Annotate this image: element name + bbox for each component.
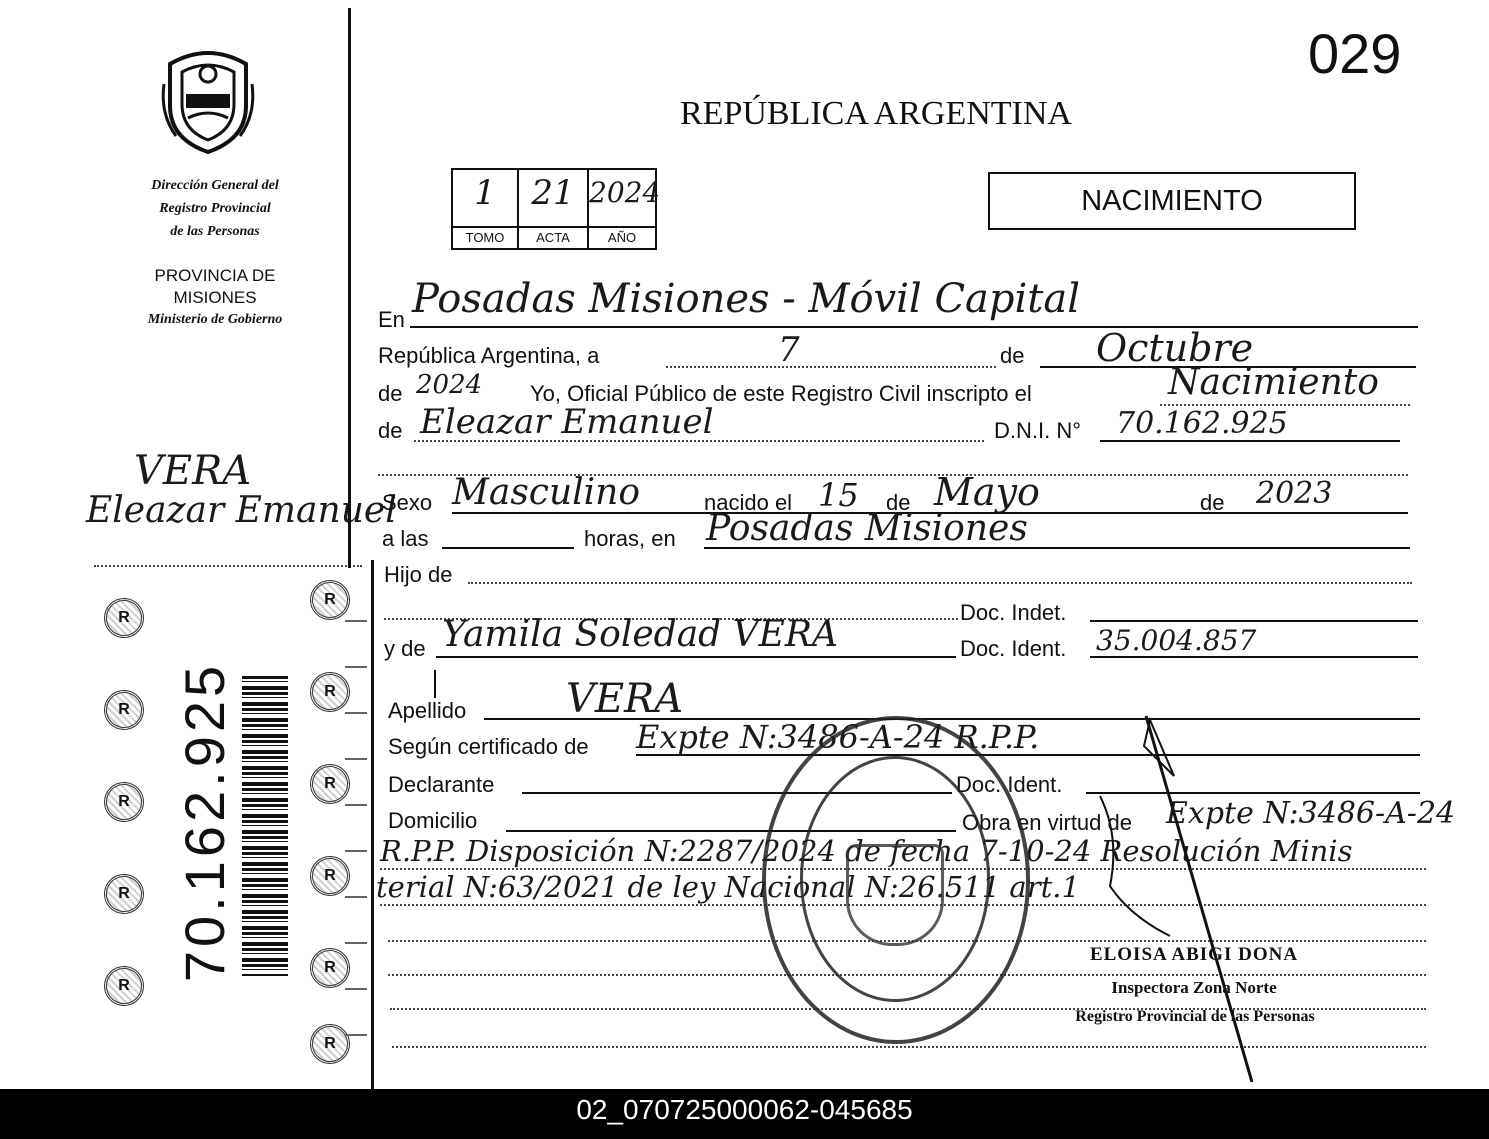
ministry-label: Ministerio de Gobierno	[147, 312, 283, 327]
registered-mark-icon: R	[104, 966, 144, 1006]
registered-mark-icon: R	[104, 690, 144, 730]
line-place	[410, 326, 1418, 328]
registered-mark-icon: R	[310, 856, 350, 896]
label-domicilio: Domicilio	[388, 808, 478, 833]
tomo-value: 1	[474, 173, 496, 213]
province-block	[110, 265, 320, 331]
registered-mark-icon: R	[310, 672, 350, 712]
acta-value: 21	[531, 173, 575, 213]
seal-emblem-icon	[846, 844, 944, 946]
value-mother-doc: 35.004.857	[1096, 624, 1257, 657]
label-a-las: a las	[382, 526, 429, 551]
label-apellido: Apellido	[388, 698, 467, 723]
label-yo-oficial: Yo, Oficial Público de este Registro Civil inscripto el	[530, 381, 1032, 406]
label-obra: Obra en virtud de	[962, 810, 1132, 835]
value-dni: 70.162.925	[1116, 406, 1288, 441]
label-doc-ident-2: Doc. Ident.	[956, 772, 1063, 797]
label-dni: D.N.I. N°	[994, 418, 1082, 443]
signatory-org: Registro Provincial de las Personas	[1075, 1008, 1315, 1025]
value-sex: Masculino	[452, 472, 641, 513]
note-line-1: R.P.P. Disposición N:2287/2024 de fecha 7-10-24 Resolución Minis	[380, 834, 1353, 868]
sidebar-surname: VERA	[134, 448, 252, 494]
registered-mark-icon: R	[310, 1024, 350, 1064]
agency-line-2: Registro Provincial	[159, 201, 271, 216]
agency-line-3: de las Personas	[170, 224, 260, 239]
value-act-type: Nacimiento	[1168, 362, 1379, 403]
label-de-mid: de	[886, 490, 911, 515]
registry-box	[451, 168, 661, 250]
sidebar-dotted-line	[94, 565, 362, 567]
value-obra: Expte N:3486-A-24	[1166, 796, 1456, 831]
value-mother: Yamila Soledad VERA	[442, 614, 839, 655]
label-doc-ident: Doc. Ident.	[960, 636, 1067, 661]
sidebar-leader-dots	[345, 580, 367, 1060]
page-divider	[348, 8, 351, 568]
note-line-2: terial N:63/2021 de ley Nacional N:26.511 art.1	[376, 870, 1080, 904]
record-type-box	[988, 172, 1356, 230]
registered-mark-icon: R	[104, 782, 144, 822]
label-segun: Según certificado de	[388, 734, 589, 759]
label-republica: República Argentina, a	[378, 343, 600, 368]
value-name: Eleazar Emanuel	[420, 402, 714, 442]
province-line-2: MISIONES	[173, 288, 257, 307]
tomo-label: TOMO	[453, 226, 517, 248]
label-hijo-de: Hijo de	[384, 562, 453, 587]
label-y-de: y de	[384, 636, 426, 661]
label-de-year: de	[378, 381, 403, 406]
label-de-month: de	[1000, 343, 1025, 368]
page-number: 029	[1308, 22, 1402, 85]
registered-mark-icon: R	[104, 874, 144, 914]
value-year: 2024	[416, 370, 483, 400]
sidebar-given-names: Eleazar Emanuel	[86, 490, 397, 531]
label-doc-indet: Doc. Indet.	[960, 600, 1067, 625]
label-declarante: Declarante	[388, 772, 495, 797]
registered-mark-icon: R	[310, 580, 350, 620]
value-certificate: Expte N:3486-A-24 R.P.P.	[636, 718, 1040, 756]
ano-value: 2024	[589, 176, 661, 209]
registered-mark-icon: R	[310, 948, 350, 988]
registered-mark-icon: R	[310, 764, 350, 804]
footer-code: 02_070725000062-045685	[0, 1089, 1489, 1139]
record-type-label: NACIMIENTO	[1081, 185, 1263, 217]
signatory-name: ELOISA ABIGI DONA	[1089, 944, 1299, 965]
label-horas-en: horas, en	[584, 526, 676, 551]
page-divider-lower	[371, 560, 374, 1090]
sidebar-dni-vertical: 70.162.925	[173, 661, 236, 983]
acta-label: ACTA	[519, 226, 587, 248]
ano-label: AÑO	[589, 226, 655, 248]
value-birth-place: Posadas Misiones	[706, 508, 1028, 549]
barcode-icon	[242, 676, 288, 976]
agency-name	[110, 174, 320, 243]
label-de-name: de	[378, 418, 403, 443]
value-day: 7	[778, 330, 800, 370]
value-month: Octubre	[1096, 326, 1254, 370]
value-birth-month: Mayo	[934, 470, 1040, 514]
label-sexo: Sexo	[382, 490, 433, 515]
country-title: REPÚBLICA ARGENTINA	[680, 95, 1072, 132]
signature-icon	[1080, 706, 1280, 1086]
value-surname: VERA	[566, 676, 684, 722]
value-birth-year: 2023	[1256, 476, 1333, 511]
value-place: Posadas Misiones - Móvil Capital	[412, 276, 1081, 322]
label-nacido-el: nacido el	[704, 490, 793, 515]
registered-mark-icon: R	[104, 598, 144, 638]
signatory-title: Inspectora Zona Norte	[1111, 978, 1277, 997]
province-line-1: PROVINCIA DE	[154, 266, 276, 285]
label-de-end: de	[1200, 490, 1225, 515]
provincial-crest-icon	[158, 44, 258, 156]
value-birth-day: 15	[818, 476, 859, 514]
label-en: En	[378, 307, 405, 332]
agency-line-1: Dirección General del	[151, 178, 279, 193]
